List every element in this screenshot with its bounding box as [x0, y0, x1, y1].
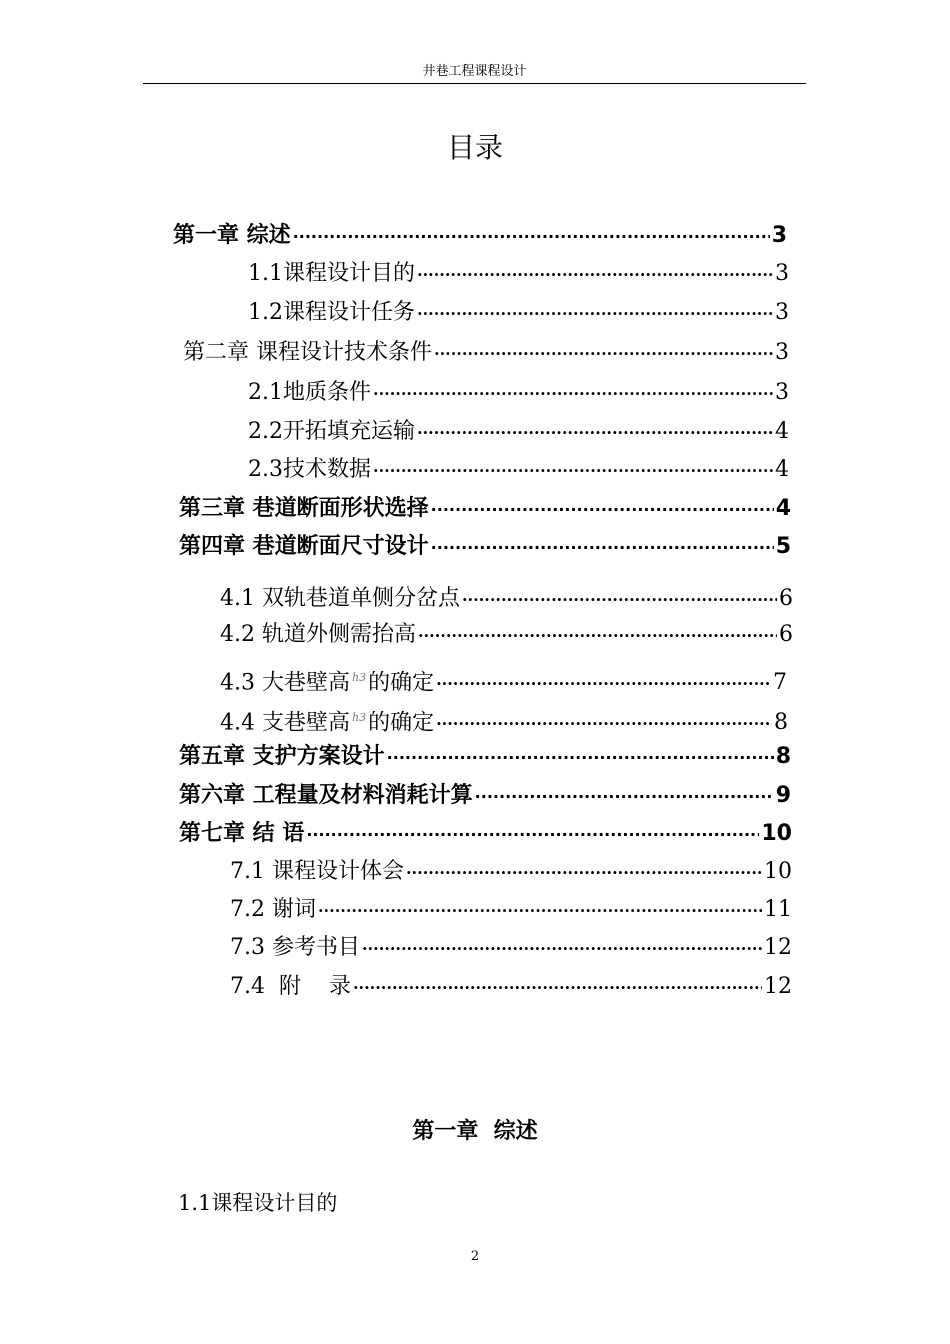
toc-entry-page: 10 [761, 821, 792, 846]
toc-leader-dots [431, 494, 774, 526]
toc-entry-label: 第三章 巷道断面形状选择 [179, 496, 429, 521]
toc-entry-4-2[interactable] [220, 619, 793, 651]
toc-entry-2-1[interactable] [248, 377, 789, 409]
toc-leader-dots [406, 857, 762, 889]
toc-entry-1-2[interactable] [248, 297, 789, 329]
toc-entry-label: 7.4 附 录 [230, 974, 351, 999]
toc-entry-page: 7 [773, 670, 787, 696]
toc-entry-label: 第七章 结 语 [179, 821, 305, 846]
toc-entry-7-1[interactable] [230, 856, 792, 888]
toc-entry-label: 第五章 支护方案设计 [179, 744, 385, 769]
running-header: 井巷工程课程设计 [422, 64, 527, 79]
toc-leader-dots [436, 708, 772, 740]
toc-leader-dots [436, 668, 771, 700]
toc-entry-label: 第一章 综述 [173, 223, 291, 248]
toc-entry-label: 第六章 工程量及材料消耗计算 [179, 783, 473, 808]
header-rule [143, 83, 806, 84]
toc-entry-7-4[interactable] [230, 971, 792, 1003]
toc-entry-1-1[interactable] [248, 258, 789, 290]
toc-entry-chapter-5[interactable] [179, 741, 791, 773]
toc-entry-page: 3 [775, 300, 789, 325]
toc-entry-label [220, 702, 434, 739]
toc-entry-4-1[interactable] [220, 583, 793, 615]
toc-leader-dots [417, 259, 773, 291]
toc-entry-chapter-1[interactable] [173, 220, 787, 252]
toc-leader-dots [475, 781, 774, 813]
toc-entry-label: 7.2 谢词 [230, 897, 316, 922]
toc-entry-7-2[interactable] [230, 894, 792, 926]
toc-entry-page: 12 [764, 935, 792, 960]
toc-leader-dots [293, 221, 770, 253]
toc-leader-dots [417, 298, 773, 330]
toc-entry-page: 6 [779, 622, 793, 647]
toc-entry-label-suffix: 的确定 [368, 710, 435, 736]
h3-symbol: h3 [351, 671, 367, 684]
chapter-heading: 第一章 综述 [412, 1119, 538, 1144]
toc-entry-page: 9 [775, 783, 791, 808]
toc-entry-page: 8 [775, 744, 791, 769]
toc-leader-dots [306, 819, 759, 851]
toc-entry-chapter-3[interactable] [179, 493, 791, 525]
section-heading: 1.1课程设计目的 [178, 1191, 338, 1215]
toc-leader-dots [362, 933, 762, 965]
toc-entry-7-3[interactable] [230, 932, 792, 964]
toc-leader-dots [431, 532, 774, 564]
toc-entry-page: 4 [775, 496, 791, 521]
toc-entry-label-suffix: 的确定 [368, 670, 435, 696]
toc-entry-label: 4.2 轨道外侧需抬高 [220, 622, 416, 647]
toc-entry-2-2[interactable] [248, 416, 789, 448]
h3-symbol: h3 [351, 711, 367, 724]
toc-entry-chapter-7[interactable] [179, 818, 792, 850]
toc-entry-2-3[interactable] [248, 454, 789, 486]
toc-entry-label: 1.1课程设计目的 [248, 261, 415, 286]
toc-entry-4-4[interactable] [220, 702, 788, 734]
toc-leader-dots [318, 895, 762, 927]
toc-entry-page: 4 [775, 419, 789, 444]
toc-entry-label [220, 662, 434, 699]
toc-entry-label: 2.2开拓填充运输 [248, 419, 415, 444]
toc-entry-4-3[interactable] [220, 662, 787, 694]
toc-entry-page: 12 [764, 974, 792, 999]
toc-entry-page: 4 [775, 457, 789, 482]
toc-entry-label: 4.1 双轨巷道单侧分岔点 [220, 586, 460, 611]
toc-entry-label-text: 4.4 支巷壁高 [220, 710, 350, 736]
toc-entry-chapter-4[interactable] [179, 531, 791, 563]
toc-leader-dots [462, 584, 777, 616]
toc-entry-label: 第二章 课程设计技术条件 [183, 340, 432, 365]
toc-entry-page: 10 [764, 859, 792, 884]
toc-entry-page: 3 [775, 261, 789, 286]
toc-entry-label: 7.3 参考书目 [230, 935, 360, 960]
toc-entry-page: 3 [775, 340, 789, 365]
toc-leader-dots [387, 742, 774, 774]
page-number: 2 [470, 1249, 480, 1264]
toc-leader-dots [434, 338, 773, 370]
toc-leader-dots [418, 620, 777, 652]
toc-entry-page: 6 [779, 586, 793, 611]
toc-entry-page: 3 [775, 380, 789, 405]
toc-entry-chapter-6[interactable] [179, 780, 791, 812]
toc-entry-label-text: 4.3 大巷壁高 [220, 670, 350, 696]
toc-leader-dots [373, 455, 773, 487]
toc-entry-chapter-2[interactable] [183, 337, 789, 369]
toc-entry-label: 2.1地质条件 [248, 380, 371, 405]
toc-entry-page: 5 [775, 534, 791, 559]
toc-entry-label: 1.2课程设计任务 [248, 300, 415, 325]
toc-entry-page: 8 [774, 710, 788, 736]
toc-entry-label: 7.1 课程设计体会 [230, 859, 404, 884]
toc-leader-dots [373, 378, 773, 410]
toc-entry-label: 第四章 巷道断面尺寸设计 [179, 534, 429, 559]
toc-leader-dots [353, 972, 762, 1004]
toc-entry-page: 11 [764, 897, 792, 922]
toc-entry-label: 2.3技术数据 [248, 457, 371, 482]
toc-leader-dots [417, 417, 773, 449]
toc-title: 目录 [446, 131, 503, 164]
toc-entry-page: 3 [771, 223, 787, 248]
